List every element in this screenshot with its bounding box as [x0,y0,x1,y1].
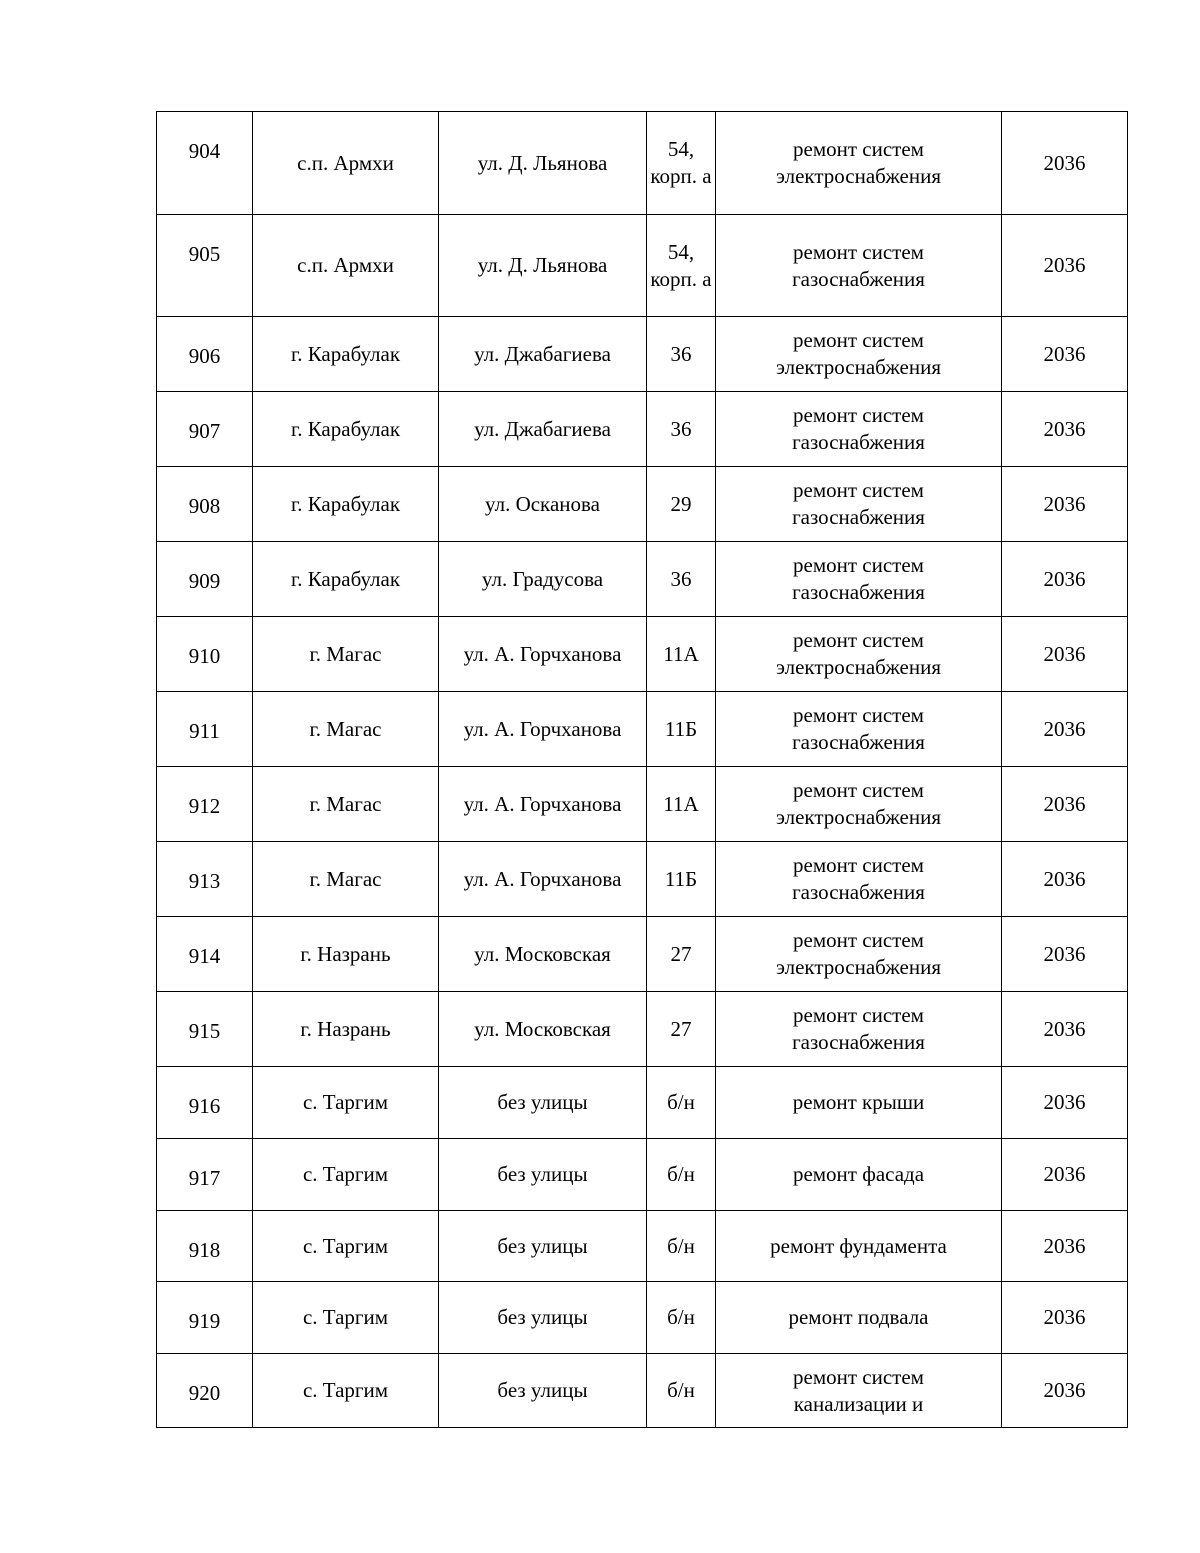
work-type-line: ремонт систем [793,1364,924,1389]
table-row [157,112,1128,215]
row-number-cell [157,692,253,767]
work-type-cell [716,542,1002,617]
row-number-cell [157,1139,253,1211]
year-cell [1002,692,1128,767]
year: 2036 [1043,1090,1086,1114]
work-type-cell [716,215,1002,317]
table-row [157,542,1128,617]
year: 2036 [1043,1233,1086,1258]
work-type-line: ремонт фасада [792,1162,925,1186]
row-number-cell [157,1354,253,1428]
work-type-cell [716,1067,1002,1139]
table-body [157,112,1128,1428]
row-number: 910 [188,644,221,668]
house-cell [647,215,716,317]
work-type-line: электроснабжения [775,805,942,829]
row-number-cell [157,542,253,617]
house-number: б/н [667,1233,695,1258]
locality-cell [253,617,439,692]
year: 2036 [1043,941,1086,966]
work-type-line: электроснабжения [775,655,942,679]
work-type-line: газоснабжения [792,880,925,904]
house-number: 29 [670,491,692,516]
house-cell [647,917,716,992]
year: 2036 [1043,791,1086,816]
work-type-cell [716,1282,1002,1354]
work-type-line: газоснабжения [792,730,925,754]
locality: г. Карабулак [290,341,401,366]
row-number-cell [157,992,253,1067]
table-row [157,1211,1128,1282]
street: ул. А. Горчханова [463,641,622,666]
street: ул. Градусова [481,566,604,591]
street: ул. Джабагиева [474,416,611,441]
row-number: 909 [188,569,221,593]
house-number: 54, корп. а [650,137,712,188]
locality: г. Магас [309,641,382,666]
house-cell [647,1067,716,1139]
locality-cell [253,1211,439,1282]
row-number-cell [157,112,253,215]
street-cell [439,467,647,542]
locality: с. Таргим [302,1305,389,1329]
locality-cell [253,542,439,617]
locality: г. Назрань [300,941,391,966]
table-row [157,767,1128,842]
house-number: 36 [670,416,692,441]
locality: г. Карабулак [290,491,401,516]
house-cell [647,112,716,215]
street-cell [439,392,647,467]
street-cell [439,1211,647,1282]
house-number: б/н [667,1378,695,1402]
year-cell [1002,1139,1128,1211]
row-number-cell [157,215,253,317]
year: 2036 [1043,150,1086,175]
work-type-cell [716,317,1002,392]
work-type-line: ремонт систем [793,328,924,352]
street-cell [439,542,647,617]
work-type-line: ремонт систем [793,853,924,877]
work-type-line: ремонт систем [793,1003,924,1027]
work-type-cell [716,842,1002,917]
locality-cell [253,1067,439,1139]
house-number: б/н [667,1305,695,1329]
house-number: 11А [663,641,699,666]
year: 2036 [1043,1162,1086,1186]
street: ул. Московская [474,1016,611,1041]
locality-cell [253,317,439,392]
locality-cell [253,112,439,215]
locality: г. Назрань [300,1016,391,1041]
year-cell [1002,842,1128,917]
street: без улицы [497,1378,588,1402]
year-cell [1002,992,1128,1067]
locality: г. Магас [309,791,382,816]
house-number: 54, корп. а [650,239,712,291]
row-number: 905 [188,242,221,266]
street: ул. А. Горчханова [463,716,622,741]
table-row [157,392,1128,467]
street-cell [439,1354,647,1428]
house-cell [647,467,716,542]
work-type-cell [716,617,1002,692]
work-type-line: электроснабжения [775,955,942,979]
house-number: 36 [670,566,692,591]
street: без улицы [497,1162,588,1186]
work-type-line: ремонт систем [793,478,924,502]
table-row [157,992,1128,1067]
year: 2036 [1043,1305,1086,1329]
year: 2036 [1043,1378,1086,1402]
table-row [157,1139,1128,1211]
house-number: б/н [667,1162,695,1186]
work-type-cell [716,767,1002,842]
street-cell [439,1139,647,1211]
table-row [157,1354,1128,1428]
street: без улицы [497,1305,588,1329]
house-cell [647,617,716,692]
row-number: 911 [189,719,220,743]
year-cell [1002,317,1128,392]
street-cell [439,112,647,215]
table-row [157,917,1128,992]
house-cell [647,1139,716,1211]
table-row [157,617,1128,692]
row-number: 908 [188,494,221,518]
work-type-line: газоснабжения [792,580,925,604]
work-type-cell [716,1139,1002,1211]
year: 2036 [1043,716,1086,741]
year: 2036 [1043,1016,1086,1041]
street: ул. Д. Льянова [477,150,608,175]
work-type-line: газоснабжения [792,505,925,529]
row-number-cell [157,1067,253,1139]
work-type-line: электроснабжения [775,355,942,379]
year-cell [1002,392,1128,467]
year-cell [1002,467,1128,542]
year-cell [1002,215,1128,317]
locality-cell [253,917,439,992]
street-cell [439,917,647,992]
work-type-line: ремонт систем [793,778,924,802]
locality-cell [253,215,439,317]
street: ул. А. Горчханова [463,791,622,816]
row-number: 920 [188,1381,221,1405]
row-number-cell [157,1282,253,1354]
house-cell [647,317,716,392]
year-cell [1002,1211,1128,1282]
work-type-line: ремонт систем [793,628,924,652]
row-number: 918 [188,1238,221,1262]
year-cell [1002,767,1128,842]
work-type-cell [716,692,1002,767]
row-number-cell [157,317,253,392]
work-type-cell [716,392,1002,467]
locality: с.п. Армхи [297,253,394,277]
work-type-line: канализации и [793,1391,924,1416]
year-cell [1002,1354,1128,1428]
street-cell [439,767,647,842]
house-number: 11Б [664,866,698,891]
work-type-line: ремонт крыши [792,1090,925,1114]
locality: г. Магас [309,866,382,891]
year: 2036 [1043,416,1086,441]
row-number: 904 [188,139,221,163]
work-type-line: газоснабжения [792,266,925,291]
row-number-cell [157,467,253,542]
work-type-line: ремонт систем [793,703,924,727]
work-type-line: электроснабжения [775,164,942,188]
street: ул. Московская [474,941,611,966]
year-cell [1002,112,1128,215]
house-cell [647,542,716,617]
house-number: 11Б [664,716,698,741]
table-row [157,467,1128,542]
street-cell [439,992,647,1067]
work-type-line: ремонт систем [793,403,924,427]
locality: с.п. Армхи [297,150,394,175]
table-row [157,1067,1128,1139]
house-cell [647,392,716,467]
year: 2036 [1043,641,1086,666]
table-row [157,215,1128,317]
house-number: 36 [670,341,692,366]
street: ул. А. Горчханова [463,866,622,891]
work-type-line: ремонт систем [793,239,924,264]
street: без улицы [497,1090,588,1114]
work-type-cell [716,992,1002,1067]
street-cell [439,692,647,767]
street-cell [439,842,647,917]
street: без улицы [497,1233,588,1258]
row-number: 907 [188,419,221,443]
street: ул. Осканова [485,491,600,516]
year: 2036 [1043,491,1086,516]
work-type-cell [716,467,1002,542]
work-type-line: ремонт систем [793,137,924,161]
house-number: б/н [667,1090,695,1114]
street: ул. Д. Льянова [477,253,608,277]
work-type-line: газоснабжения [792,430,925,454]
row-number: 915 [188,1019,221,1043]
house-cell [647,1282,716,1354]
locality: г. Магас [309,716,382,741]
row-number-cell [157,917,253,992]
street-cell [439,215,647,317]
locality-cell [253,1282,439,1354]
work-type-line: ремонт систем [793,928,924,952]
year: 2036 [1043,253,1086,277]
house-number: 11А [663,791,699,816]
house-cell [647,842,716,917]
work-type-line: ремонт фундамента [770,1233,947,1258]
work-type-cell [716,1211,1002,1282]
year-cell [1002,917,1128,992]
year-cell [1002,1067,1128,1139]
table-row [157,317,1128,392]
house-cell [647,692,716,767]
street-cell [439,617,647,692]
row-number-cell [157,617,253,692]
locality-cell [253,692,439,767]
street-cell [439,1282,647,1354]
street: ул. Джабагиева [474,341,611,366]
house-cell [647,767,716,842]
work-type-cell [716,1354,1002,1428]
work-type-line: ремонт систем [793,553,924,577]
row-number: 913 [188,869,221,893]
locality-cell [253,467,439,542]
row-number-cell [157,392,253,467]
locality: с. Таргим [302,1090,389,1114]
locality-cell [253,767,439,842]
locality: с. Таргим [302,1233,389,1258]
house-number: 27 [670,1016,692,1041]
year: 2036 [1043,866,1086,891]
locality-cell [253,392,439,467]
work-type-line: ремонт подвала [788,1305,929,1329]
table-row [157,692,1128,767]
row-number: 917 [188,1166,221,1190]
locality: с. Таргим [302,1378,389,1402]
year: 2036 [1043,566,1086,591]
row-number-cell [157,842,253,917]
row-number: 914 [188,944,221,968]
work-type-cell [716,112,1002,215]
house-cell [647,1211,716,1282]
year-cell [1002,542,1128,617]
locality: г. Карабулак [290,416,401,441]
locality-cell [253,1354,439,1428]
row-number: 912 [188,794,221,818]
year-cell [1002,1282,1128,1354]
year-cell [1002,617,1128,692]
locality-cell [253,1139,439,1211]
work-type-cell [716,917,1002,992]
house-number: 27 [670,941,692,966]
table-row [157,842,1128,917]
row-number: 919 [188,1309,221,1333]
house-cell [647,992,716,1067]
row-number: 906 [188,344,221,368]
house-cell [647,1354,716,1428]
works-table [156,111,1128,1428]
street-cell [439,317,647,392]
locality-cell [253,992,439,1067]
locality: с. Таргим [302,1162,389,1186]
row-number-cell [157,767,253,842]
row-number-cell [157,1211,253,1282]
work-type-line: газоснабжения [792,1030,925,1054]
row-number: 916 [188,1094,221,1118]
locality-cell [253,842,439,917]
street-cell [439,1067,647,1139]
year: 2036 [1043,341,1086,366]
locality: г. Карабулак [290,566,401,591]
table-row [157,1282,1128,1354]
